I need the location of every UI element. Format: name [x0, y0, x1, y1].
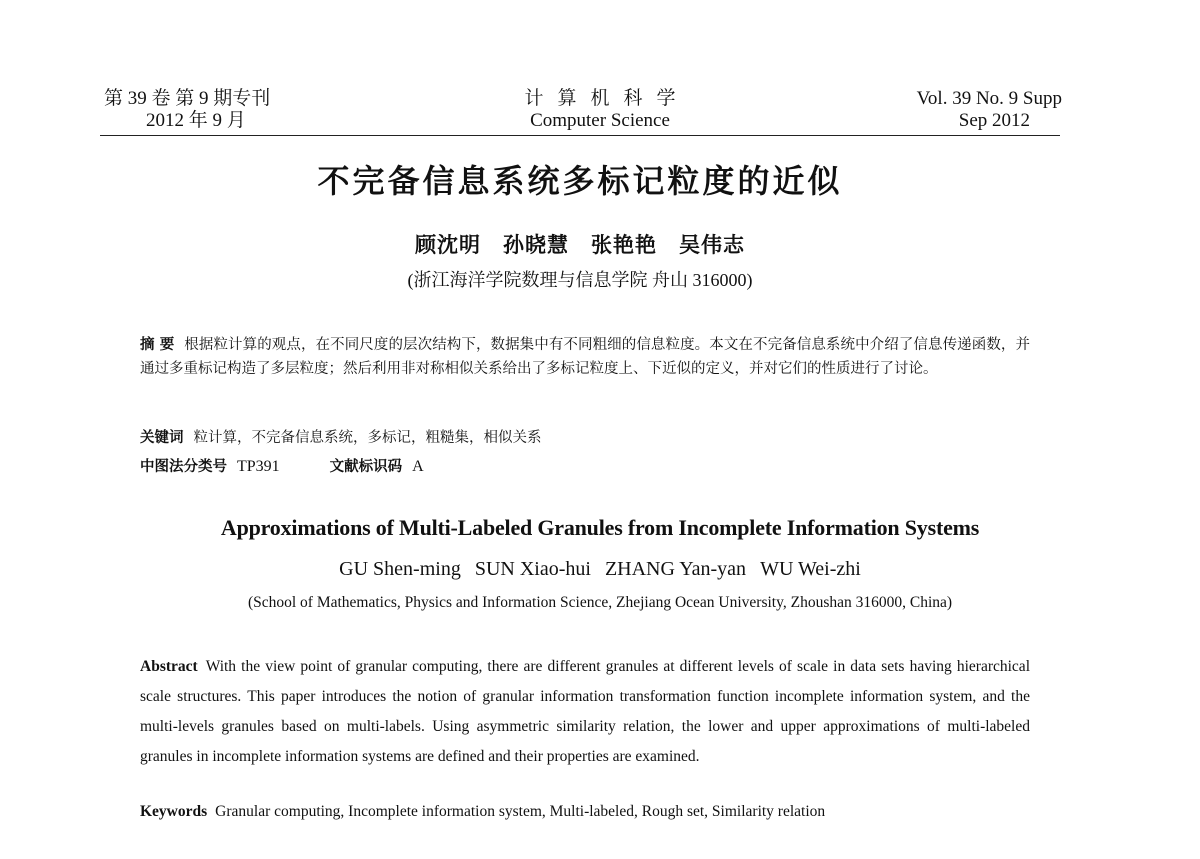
keywords-text-cn: 粒计算，不完备信息系统，多标记，粗糙集，相似关系: [193, 430, 542, 446]
author-en: WU Wei-zhi: [760, 558, 861, 580]
author-en: SUN Xiao-hui: [474, 558, 591, 580]
publication-date-cn: 2012 年 9 月: [146, 110, 246, 131]
header-rule: [100, 135, 1060, 136]
doc-code-value: A: [412, 458, 424, 475]
author-cn: 孙晓慧: [503, 233, 569, 257]
clc-value: TP391: [237, 458, 280, 475]
volume-issue-en: Vol. 39 No. 9 Supp: [916, 88, 1062, 109]
volume-issue: 第 39 卷 第 9 期专刊: [104, 88, 271, 109]
keywords-en: [140, 803, 825, 821]
author-cn: 顾沈明: [415, 233, 481, 257]
author-cn: 张艳艳: [591, 233, 657, 257]
author-en: ZHANG Yan-yan: [604, 558, 747, 580]
abstract-en: [140, 652, 1030, 772]
clc-label: 中图法分类号: [140, 459, 227, 475]
journal-volume-info: [104, 88, 270, 132]
doc-code-label: 文献标识码: [329, 459, 403, 475]
paper-title-cn: 不完备信息系统多标记粒度的近似: [317, 162, 843, 200]
keywords-label-cn: 关键词: [140, 430, 184, 446]
keywords-text-en: Granular computing, Incomplete information system, Multi-labeled, Rough set, Similarity relation: [215, 803, 826, 820]
affiliation-en: (School of Mathematics, Physics and Information Science, Zhejiang Ocean University, Zhoushan 316000, China): [247, 594, 953, 611]
abstract-label-en: Abstract: [140, 658, 198, 675]
journal-name-cn: 计算机科学: [524, 88, 690, 109]
abstract-text-cn: 根据粒计算的观点，在不同尺度的层次结构下，数据集中有不同粗细的信息粒度。本文在不完备信息系统中介绍了信息传递函数，并通过多重标记构造了多层粒度；然后利用非对称相似关系给出了多标记粒度上、下近似的定义，并对它们的性质进行了讨论。: [140, 337, 1030, 377]
author-cn: 吴伟志: [679, 233, 745, 257]
classification-cn: [140, 455, 474, 476]
affiliation-cn: (浙江海洋学院数理与信息学院 舟山 316000): [407, 270, 753, 290]
journal-name-en: Computer Science: [530, 110, 670, 131]
publication-date-en: Sep 2012: [958, 110, 1030, 131]
abstract-label-cn: 摘 要: [140, 337, 175, 353]
journal-volume-info-en: [917, 88, 1062, 132]
keywords-label-en: Keywords: [140, 803, 208, 820]
author-en: GU Shen-ming: [339, 558, 461, 580]
keywords-cn: [140, 426, 542, 447]
authors-en: [100, 558, 1100, 581]
authors-cn: [100, 229, 1060, 259]
abstract-text-en: With the view point of granular computing, there are different granules at different levels of scale in data sets having hierarchical scale structures. This paper introduces the notion of granular information transformation function incomplete information system, and the multi-levels granules based on multi-labels. Using asymmetric similarity relation, the lower and upper approximations of multi-labeled granules in incomplete information systems are defined and their properties are examined.: [140, 658, 1030, 765]
journal-name: [480, 88, 720, 132]
paper-title-en: Approximations of Multi-Labeled Granules from Incomplete Information Systems: [220, 515, 980, 540]
abstract-cn: [140, 333, 1030, 381]
